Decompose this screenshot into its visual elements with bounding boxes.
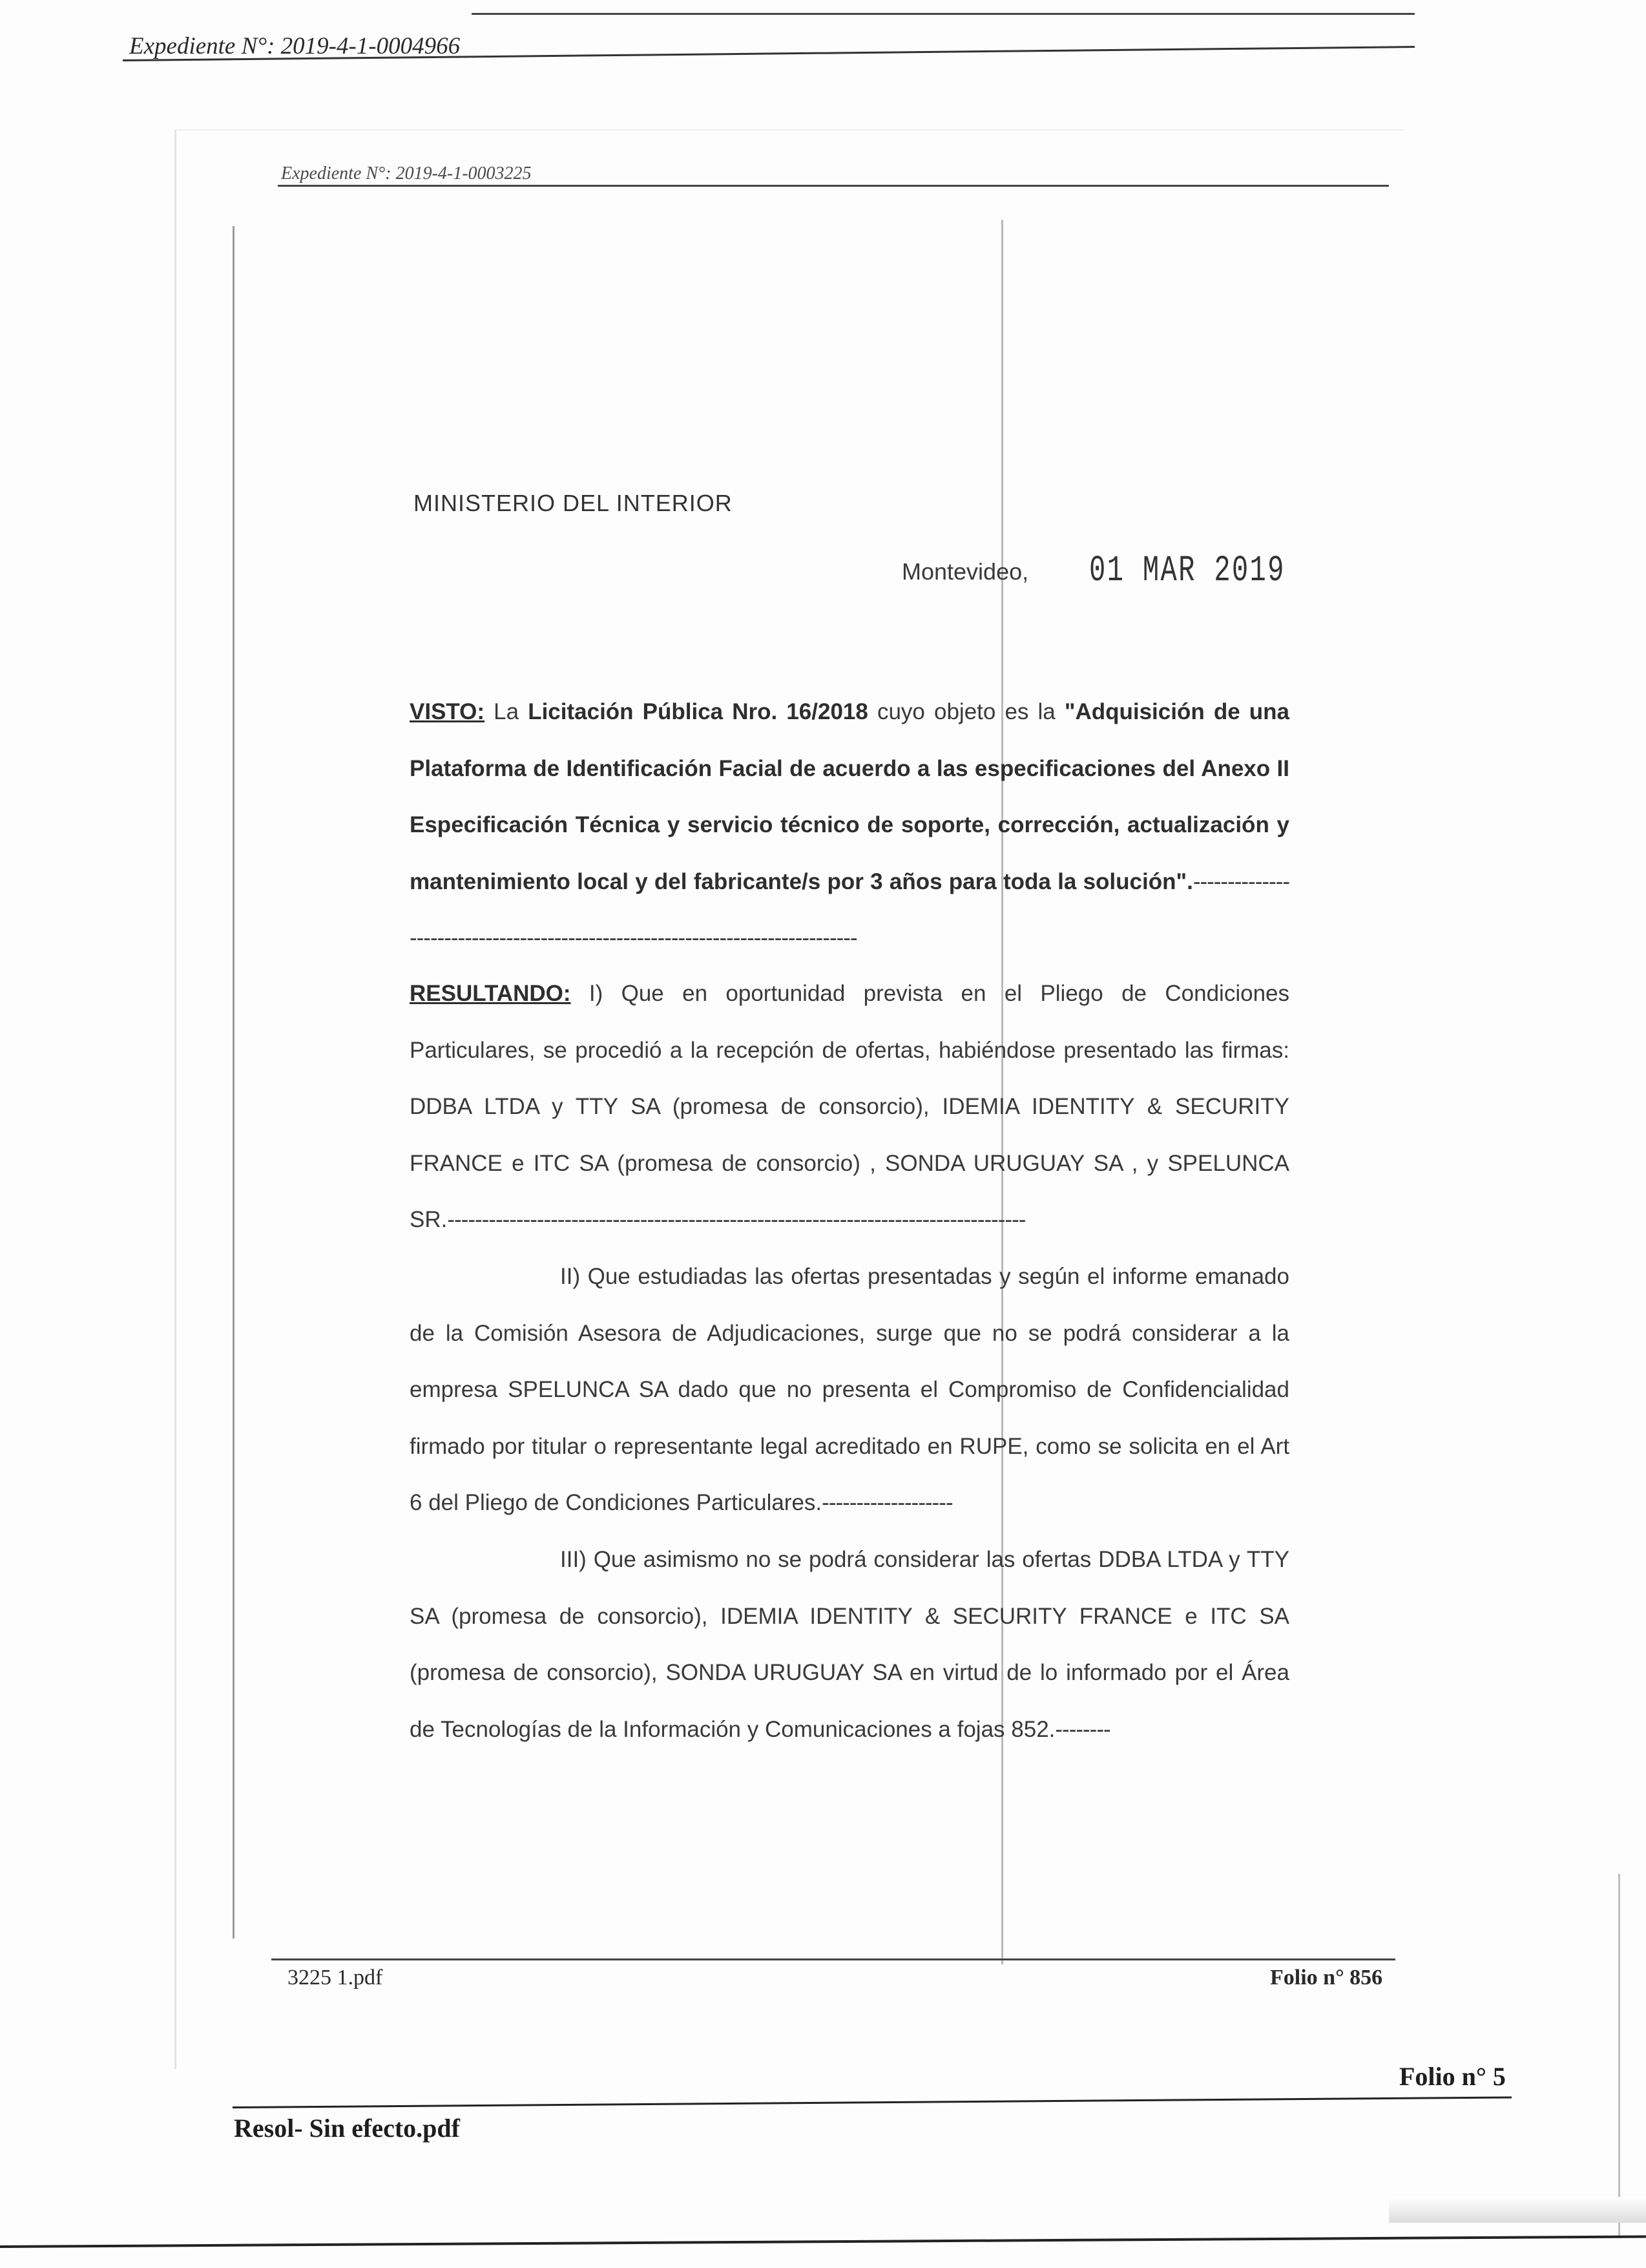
visto-dashes: -------------------------------------------------------------------------------	[410, 868, 1289, 950]
inner-footer-filename: 3225 1.pdf	[287, 1966, 383, 1990]
visto-text-2: cuyo objeto es la	[868, 699, 1065, 724]
outer-header-rule-top	[472, 13, 1415, 15]
visto-licitacion: Licitación Pública Nro. 16/2018	[528, 699, 868, 724]
right-edge-line	[1618, 1874, 1620, 2236]
date-stamp: 01 MAR 2019	[1089, 551, 1286, 593]
inner-header-rule	[278, 185, 1389, 187]
resultando-label: RESULTANDO:	[410, 981, 571, 1006]
resultando-item-1-text: I) Que en oportunidad prevista en el Pliego de Condiciones Particulares, se procedió a la recepción de ofertas, habiéndose presentado las firmas: DDBA LTDA y TTY SA (promesa de consorcio), IDEMIA IDENTITY & SECURITY FRANCE e ITC SA (promesa de consorcio) , SONDA URUGUAY SA , y SPELUNCA SR.	[410, 981, 1289, 1232]
bottom-scan-rule	[0, 2235, 1646, 2248]
resultando-item-1-dashes: ------------------------------------------------------------------------------------	[447, 1207, 1026, 1232]
outer-footer-folio: Folio n° 5	[1399, 2062, 1506, 2091]
outer-expediente-header: Expediente N°: 2019-4-1-0004966	[129, 33, 461, 59]
outer-footer-rule	[233, 2096, 1512, 2108]
outer-footer-filename: Resol- Sin efecto.pdf	[234, 2114, 460, 2143]
inner-footer-folio: Folio n° 856	[1270, 1966, 1383, 1990]
ministry-name: MINISTERIO DEL INTERIOR	[413, 490, 733, 516]
inner-footer-rule	[271, 1958, 1395, 1960]
place-label: Montevideo,	[902, 558, 1029, 585]
visto-objeto: "Adquisición de una Plataforma de Identificación Facial de acuerdo a las especificaciones del Anexo II Especificación Técnica y servicio técnico de soporte, corrección, actualización y mantenimiento local y del fabricante/s por 3 años para toda la solución".	[410, 699, 1289, 894]
resultando-item-3-dashes: --------	[1055, 1716, 1110, 1742]
left-margin-line	[233, 226, 234, 1938]
resultando-item-3-text: III) Que asimismo no se podrá considerar las ofertas DDBA LTDA y TTY SA (promesa de consorcio), IDEMIA IDENTITY & SECURITY FRANCE e ITC SA (promesa de consorcio), SONDA URUGUAY SA en virtud de lo informado por el Área de Tecnologías de la Información y Comunicaciones a fojas 852.	[410, 1547, 1289, 1742]
resultando-item-2-text: II) Que estudiadas las ofertas presentadas y según el informe emanado de la Comisión Asesora de Adjudicaciones, surge que no se podrá considerar a la empresa SPELUNCA SA dado que no presenta el Compromiso de Confidencialidad firmado por titular o representante legal acreditado en RUPE, como se solicita en el Art 6 del Pliego de Condiciones Particulares.	[410, 1264, 1289, 1515]
resultando-item-2	[410, 1248, 1289, 1531]
resultando-item-1	[410, 965, 1289, 1248]
visto-text-1: La	[484, 699, 528, 724]
resultando-item-2-dashes: -------------------	[822, 1490, 953, 1515]
visto-paragraph	[410, 684, 1289, 967]
resultando-item-3	[410, 1531, 1289, 1758]
bottom-edge-shadow	[1389, 2197, 1646, 2223]
visto-label: VISTO:	[410, 699, 485, 724]
inner-expediente-header: Expediente N°: 2019-4-1-0003225	[281, 163, 532, 184]
